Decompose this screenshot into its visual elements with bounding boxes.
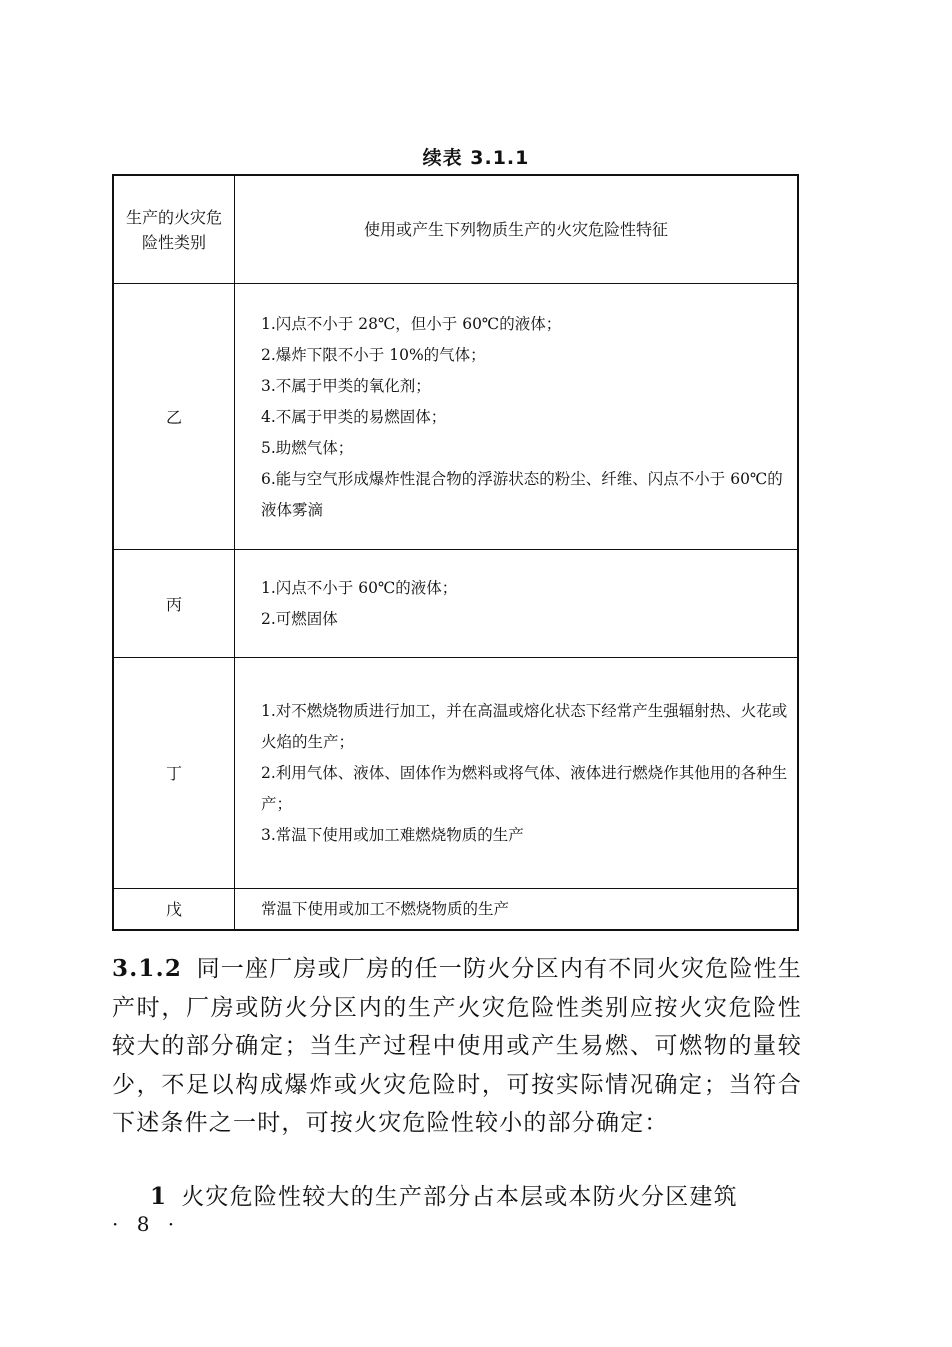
row-category [114, 550, 235, 658]
page-number: · 8 · [112, 1212, 181, 1236]
category-bing: 丙 [165, 594, 182, 614]
header-category-label: 生产的火灾危险性类别 [126, 207, 223, 252]
list-item: 5.助燃气体； [261, 438, 354, 457]
list-item: 常温下使用或加工不燃烧物质的生产 [261, 900, 510, 918]
category-ding: 丁 [165, 764, 182, 783]
list-item: 1.闪点不小于 60℃的液体； [261, 579, 458, 597]
table-row [114, 549, 797, 658]
list-item: 2.利用气体、液体、固体作为燃料或将气体、液体进行燃烧作其他用的各种生产； [261, 764, 788, 813]
clause-item [112, 1178, 802, 1216]
fire-hazard-table [112, 174, 799, 931]
clause-item-text: 火灾危险性较大的生产部分占本层或本防火分区建筑 [181, 1184, 738, 1210]
clause-item-number: 1 [150, 1183, 168, 1210]
list-item: 6.能与空气形成爆炸性混合物的浮游状态的粉尘、纤维、闪点不小于 60℃的液体雾滴 [261, 469, 783, 519]
row-characteristics [235, 658, 797, 889]
row-category [114, 284, 235, 550]
row-characteristics [235, 550, 797, 658]
table-row [114, 657, 797, 889]
list-item: 4.不属于甲类的易燃固体； [261, 407, 447, 426]
row-category [114, 658, 235, 889]
list-item: 2.爆炸下限不小于 10%的气体； [261, 345, 486, 364]
table-caption: 续表 3.1.1 [422, 147, 530, 169]
row-characteristics [235, 284, 797, 550]
header-characteristics-label: 使用或产生下列物质生产的火灾危险性特征 [363, 220, 668, 239]
category-yi: 乙 [165, 407, 182, 427]
row-category [114, 889, 235, 930]
header-characteristics [235, 176, 797, 283]
list-item: 3.不属于甲类的氧化剂； [261, 376, 431, 395]
table-row [114, 283, 797, 550]
table-header-row [114, 176, 797, 283]
category-wu: 戊 [165, 900, 182, 919]
list-item: 1.对不燃烧物质进行加工，并在高温或熔化状态下经常产生强辐射热、火花或火焰的生产； [261, 702, 788, 751]
header-category [114, 176, 235, 283]
clause-text: 同一座厂房或厂房的任一防火分区内有不同火灾危险性生产时，厂房或防火分区内的生产火灾危险性类别应按火灾危险性较大的部分确定；当生产过程中使用或产生易燃、可燃物的量较少，不足以构成爆炸或火灾危险时，可按实际情况确定；当符合下述条件之一时，可按火灾危险性较小的部分确定： [112, 956, 802, 1136]
list-item: 3.常温下使用或加工难燃烧物质的生产 [261, 826, 524, 844]
clause-paragraph [112, 950, 802, 1143]
table-row [114, 888, 797, 930]
list-item: 2.可燃固体 [261, 610, 338, 628]
list-item: 1.闪点不小于 28℃，但小于 60℃的液体； [261, 314, 562, 333]
clause-number: 3.1.2 [112, 955, 183, 982]
row-characteristics [235, 889, 797, 930]
